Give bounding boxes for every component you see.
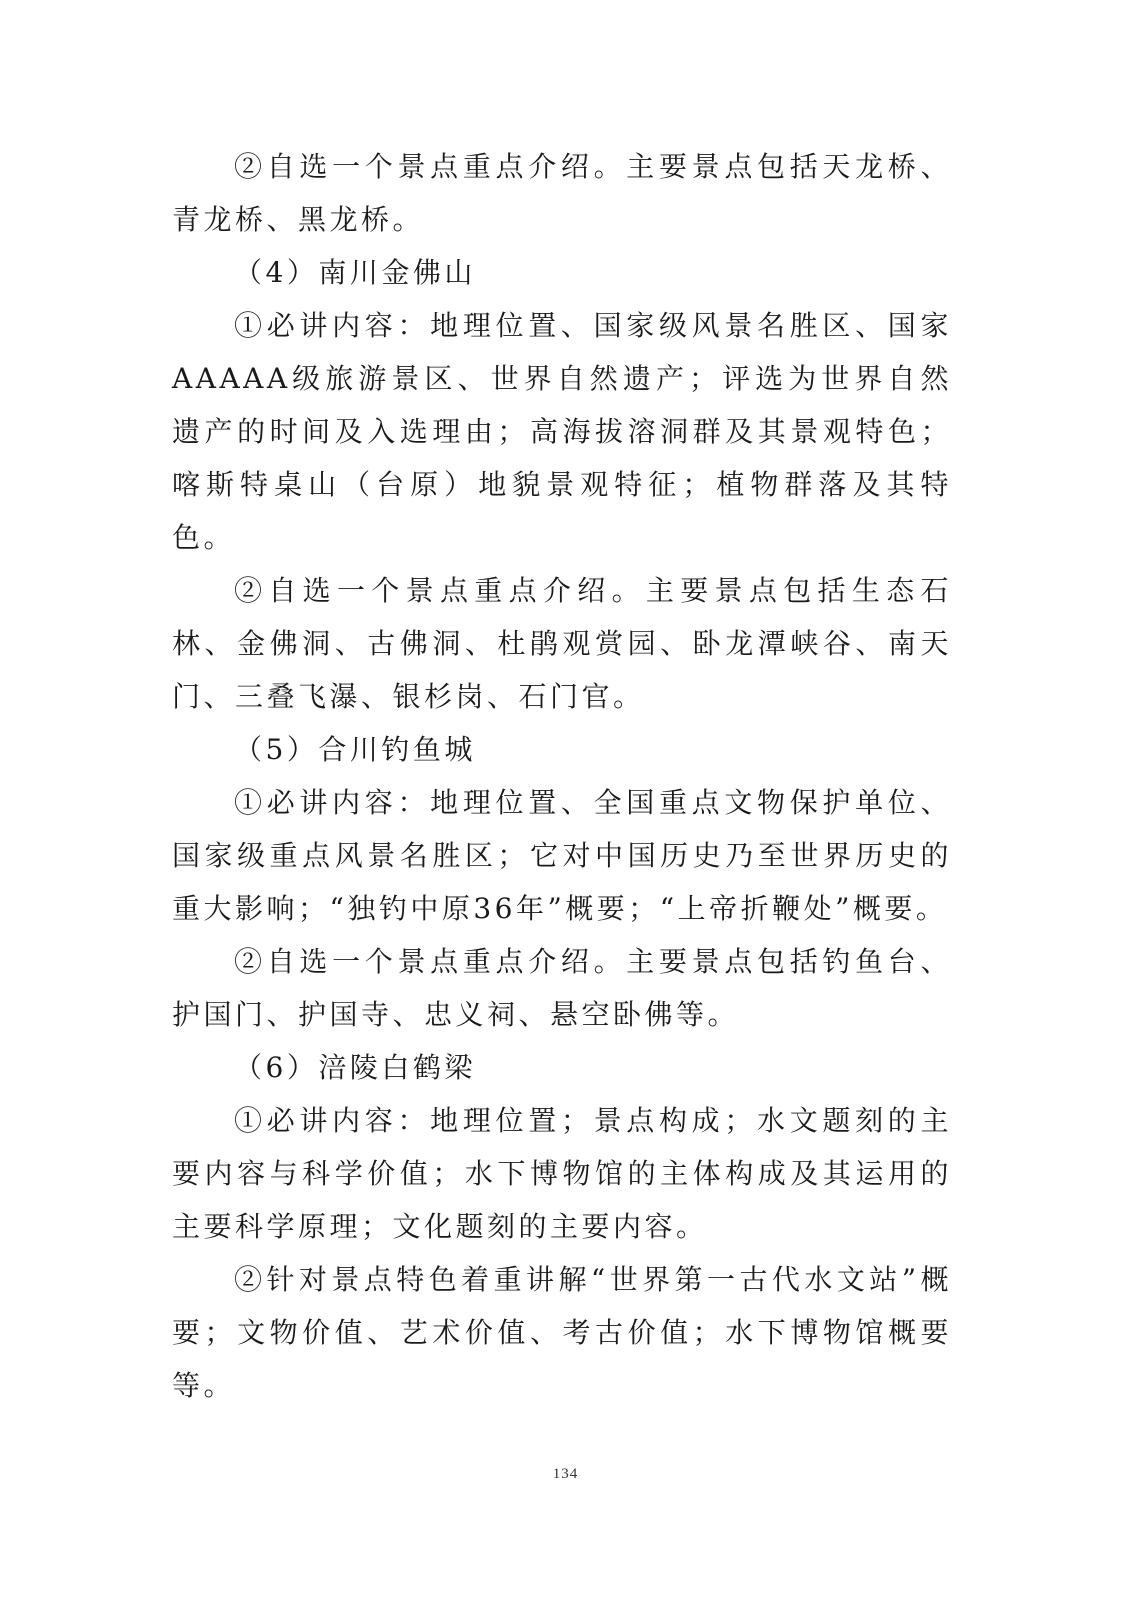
section-heading: （5）合川钓鱼城 [234,733,476,766]
paragraph: ①必讲内容：地理位置、全国重点文物保护单位、国家级重点风景名胜区；它对中国历史乃至世界历史的重大影响；“独钓中原36年”概要；“上帝折鞭处”概要。 [172,786,952,925]
paragraph: ②自选一个景点重点介绍。主要景点包括天龙桥、青龙桥、黑龙桥。 [172,150,952,236]
section-heading: （4）南川金佛山 [234,256,476,289]
paragraph: ②自选一个景点重点介绍。主要景点包括生态石林、金佛洞、古佛洞、杜鹃观赏园、卧龙潭峡谷、南天门、三叠飞瀑、银杉岗、石门官。 [172,574,952,713]
document-body [172,140,952,1412]
page-number: 134 [552,1466,579,1482]
paragraph: ②针对景点特色着重讲解“世界第一古代水文站”概要；文物价值、艺术价值、考古价值；水下博物馆概要等。 [172,1263,952,1402]
paragraph: ①必讲内容：地理位置、国家级风景名胜区、国家AAAAA级旅游景区、世界自然遗产；评选为世界自然遗产的时间及入选理由；高海拔溶洞群及其景观特色；喀斯特桌山（台原）地貌景观特征；植物群落及其特色。 [172,309,952,554]
section-heading: （6）涪陵白鹤梁 [234,1051,476,1084]
paragraph: ②自选一个景点重点介绍。主要景点包括钓鱼台、护国门、护国寺、忠义祠、悬空卧佛等。 [172,945,952,1031]
paragraph: ①必讲内容：地理位置；景点构成；水文题刻的主要内容与科学价值；水下博物馆的主体构成及其运用的主要科学原理；文化题刻的主要内容。 [172,1104,952,1243]
